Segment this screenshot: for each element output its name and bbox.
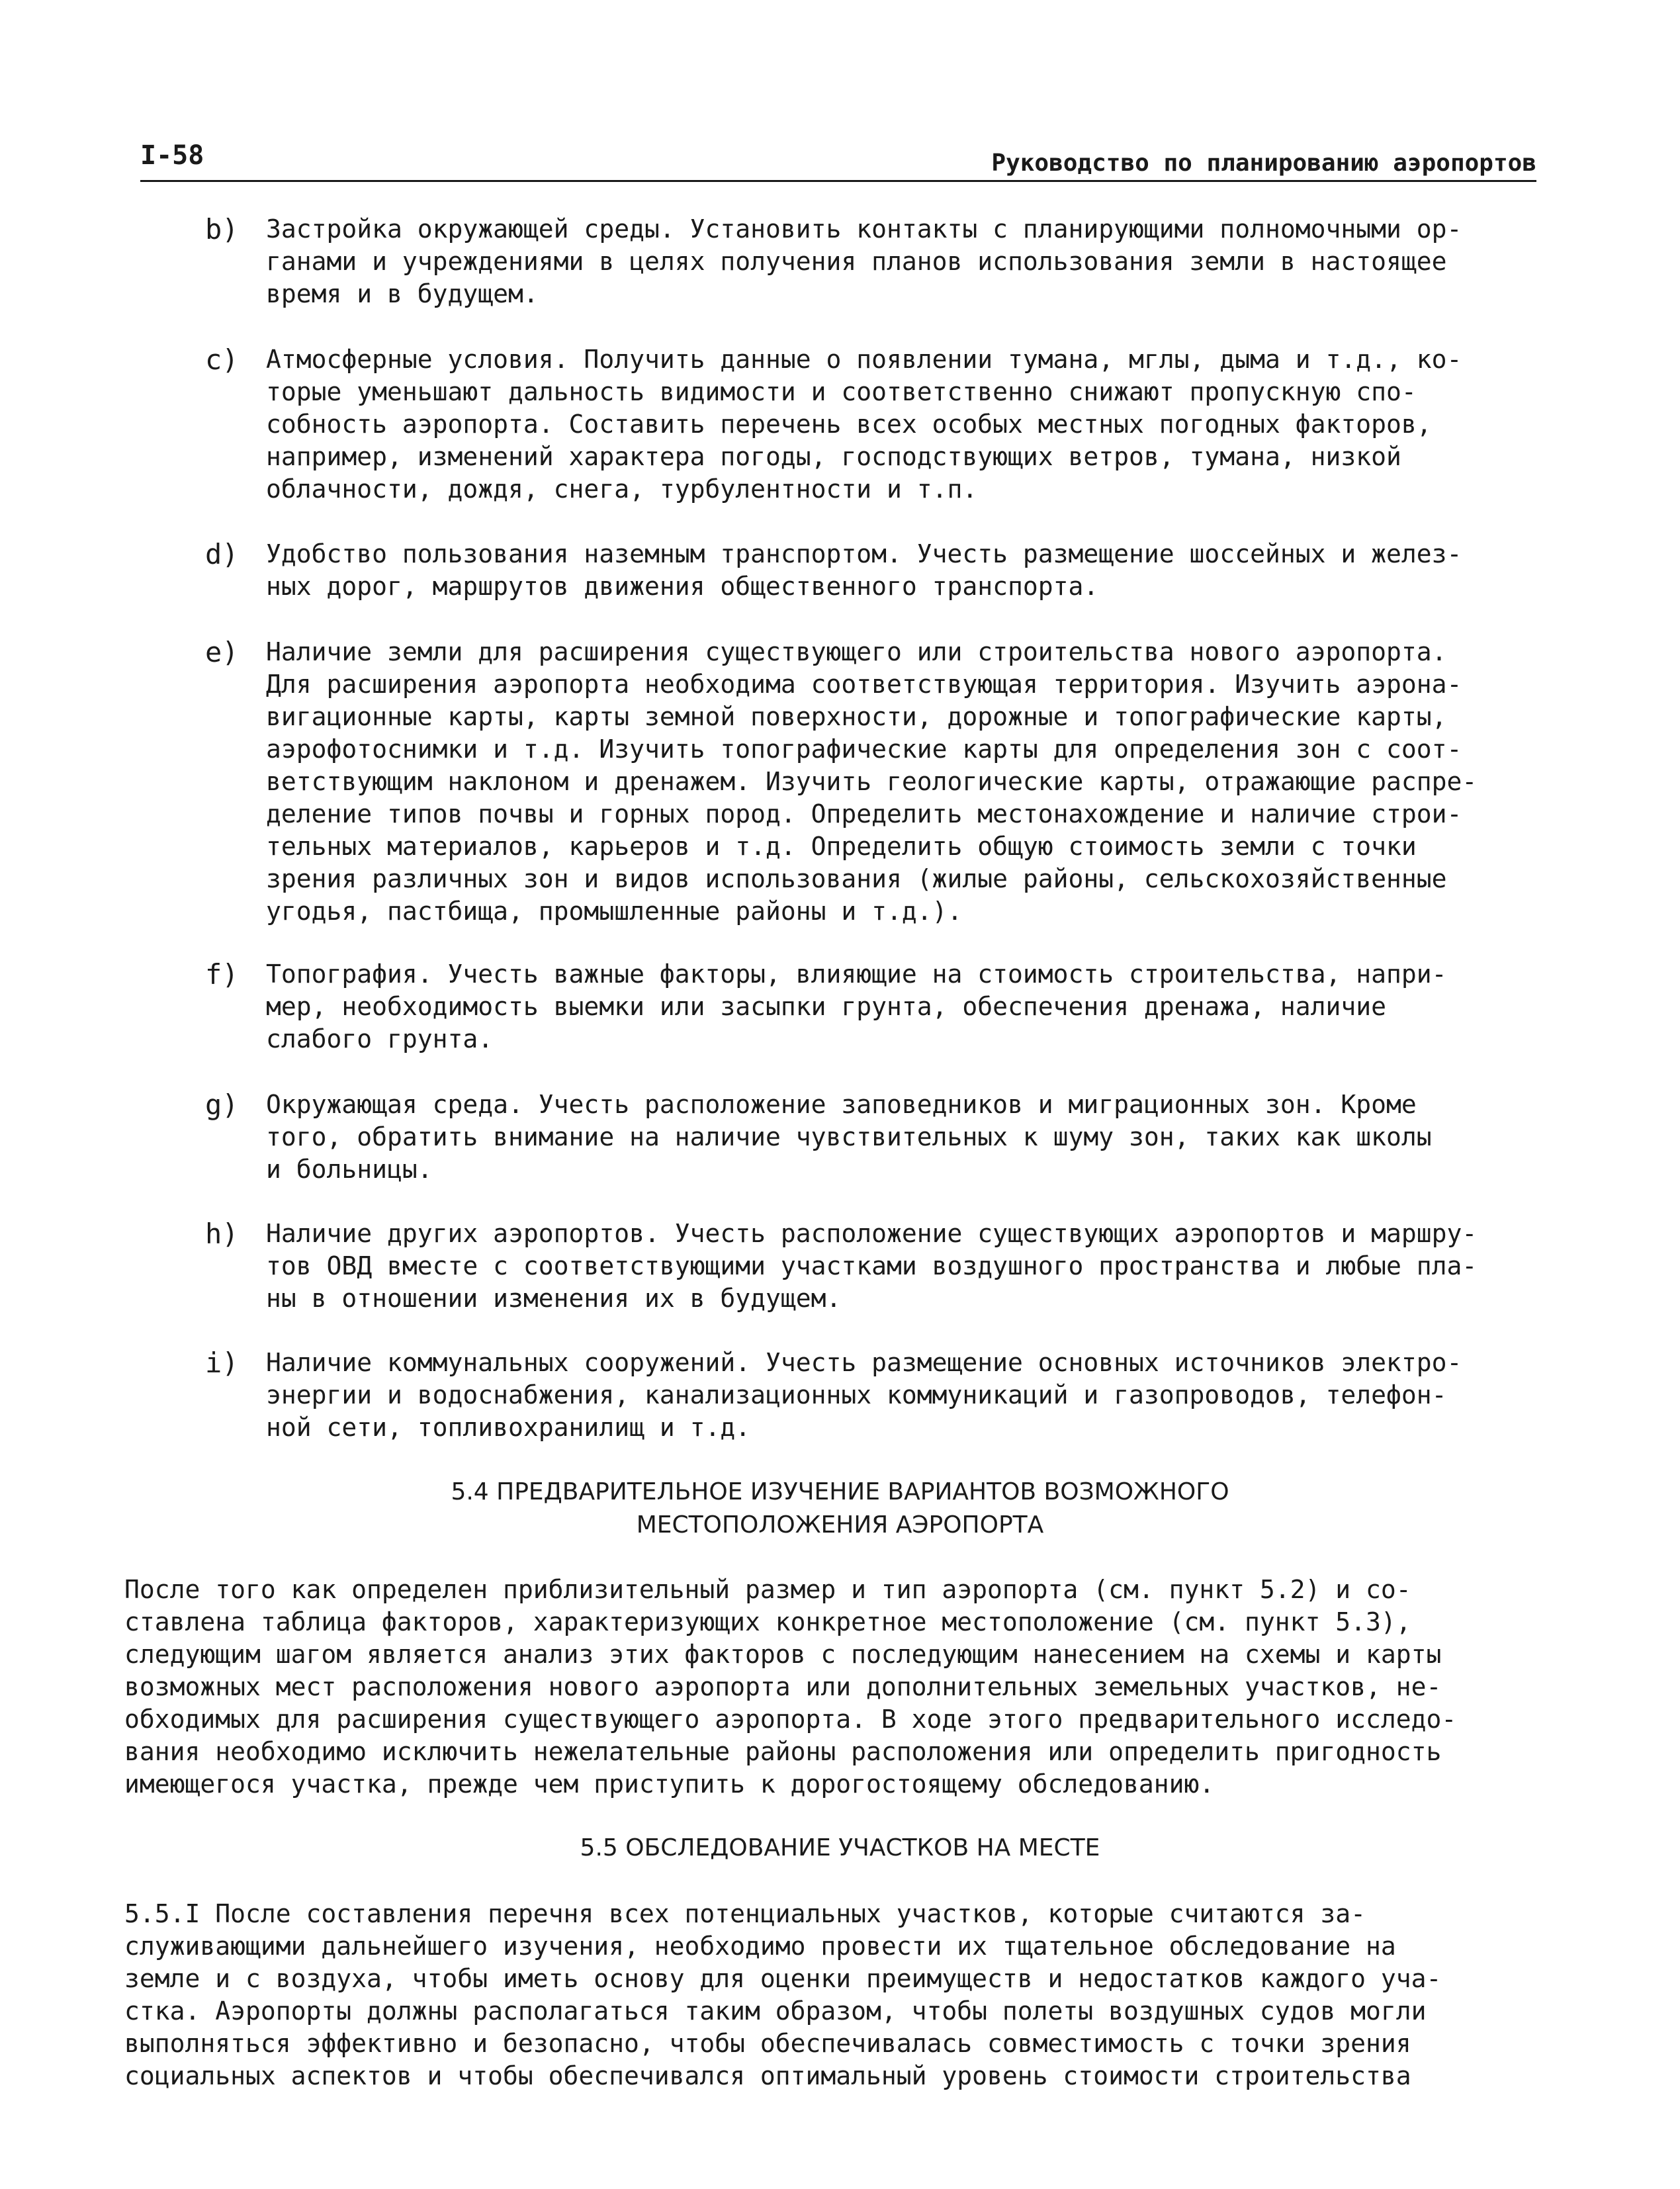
running-title: Руководство по планированию аэропортов xyxy=(991,150,1536,177)
list-item-letter: h) xyxy=(205,1218,239,1250)
list-item-letter: i) xyxy=(205,1347,239,1379)
list-item-letter: b) xyxy=(205,213,239,246)
header-rule xyxy=(140,180,1536,182)
list-item-text: Топография. Учесть важные факторы, влияющие на стоимость строительства, напри- мер, необходимость выемки или засыпки грунта, обеспечения дренажа, наличие слабого грунта. xyxy=(266,960,1447,1053)
list-item-text: Удобство пользования наземным транспортом. Учесть размещение шоссейных и желез- ных дорог, маршрутов движения общественного транспорта. xyxy=(266,539,1462,601)
list-item-text: Наличие земли для расширения существующего или строительства нового аэропорта. Для расширения аэропорта необходима соответствующая территория. Изучить аэрона- вигационные карты, карты земной поверхности, дорожные и топографические карты, аэрофотоснимки и т.д. Изучить топографические карты для определения зон с соот- ветствующим наклоном и дренажем. Изучить геологические карты, отражающие распре- деление типов почвы и горных пород. Определить местонахождение и наличие строи- тельных материалов, карьеров и т.д. Определить общую стоимость земли с точки зрения различных зон и видов использования (жилые районы, сельскохозяйственные угодья, пастбища, промышленные районы и т.д.). xyxy=(266,637,1478,926)
page-header xyxy=(140,140,1536,180)
list-item-text: Наличие других аэропортов. Учесть расположение существующих аэропортов и маршру- тов ОВД вместе с соответствующими участками воздушного пространства и любые пла- ны в отношении изменения их в будущем. xyxy=(266,1219,1478,1313)
list-item-letter: g) xyxy=(205,1089,239,1121)
section-heading-5-5: 5.5 ОБСЛЕДОВАНИЕ УЧАСТКОВ НА МЕСТЕ xyxy=(580,1834,1100,1861)
section-paragraph-5-5: 5.5.I После составления перечня всех потенциальных участков, которые считаются за- служивающими дальнейшего изучения, необходимо провести их тщательное обследование на земле и с воздуха, чтобы иметь основу для оценки преимуществ и недостатков каждого уча- стка. Аэропорты должны располагаться таким образом, чтобы полеты воздушных судов могли выполняться эффективно и безопасно, чтобы обеспечивалась совместимость с точки зрения социальных аспектов и чтобы обеспечивался оптимальный уровень стоимости строительства xyxy=(124,1899,1442,2090)
list-item-letter: e) xyxy=(205,636,239,668)
section-heading-5-4: 5.4 ПРЕДВАРИТЕЛЬНОЕ ИЗУЧЕНИЕ ВАРИАНТОВ ВОЗМОЖНОГО МЕСТОПОЛОЖЕНИЯ АЭРОПОРТА xyxy=(451,1478,1229,1539)
list-item-text: Наличие коммунальных сооружений. Учесть размещение основных источников электро- энергии и водоснабжения, канализационных коммуникаций и газопроводов, телефон- ной сети, топливохранилищ и т.д. xyxy=(266,1348,1462,1442)
page-number: I-58 xyxy=(140,140,204,171)
list-item-letter: d) xyxy=(205,538,239,570)
list-item-letter: c) xyxy=(205,343,239,376)
list-item-text: Застройка окружающей среды. Установить контакты с планирующими полномочными ор- ганами и учреждениями в целях получения планов использования земли в настоящее время и в будущем. xyxy=(266,214,1462,308)
section-paragraph-5-4: После того как определен приблизительный размер и тип аэропорта (см. пункт 5.2) и со- ставлена таблица факторов, характеризующих конкретное местоположение (см. пункт 5.3), следующим шагом является анализ этих факторов с последующим нанесением на схемы и карты возможных мест расположения нового аэропорта или дополнительных земельных участков, не- обходимых для расширения существующего аэропорта. В ходе этого предварительного исследо- вания необходимо исключить нежелательные районы расположения или определить пригодность имеющегося участка, прежде чем приступить к дорогостоящему обследованию. xyxy=(124,1575,1457,1799)
list-item-text: Атмосферные условия. Получить данные о появлении тумана, мглы, дыма и т.д., ко- торые уменьшают дальность видимости и соответственно снижают пропускную спо- собность аэропорта. Составить перечень всех особых местных погодных факторов, например, изменений характера погоды, господствующих ветров, тумана, низкой облачности, дождя, снега, турбулентности и т.п. xyxy=(266,345,1462,504)
list-item-letter: f) xyxy=(205,958,239,991)
list-item-text: Окружающая среда. Учесть расположение заповедников и миграционных зон. Кроме того, обратить внимание на наличие чувствительных к шуму зон, таких как школы и больницы. xyxy=(266,1090,1432,1184)
